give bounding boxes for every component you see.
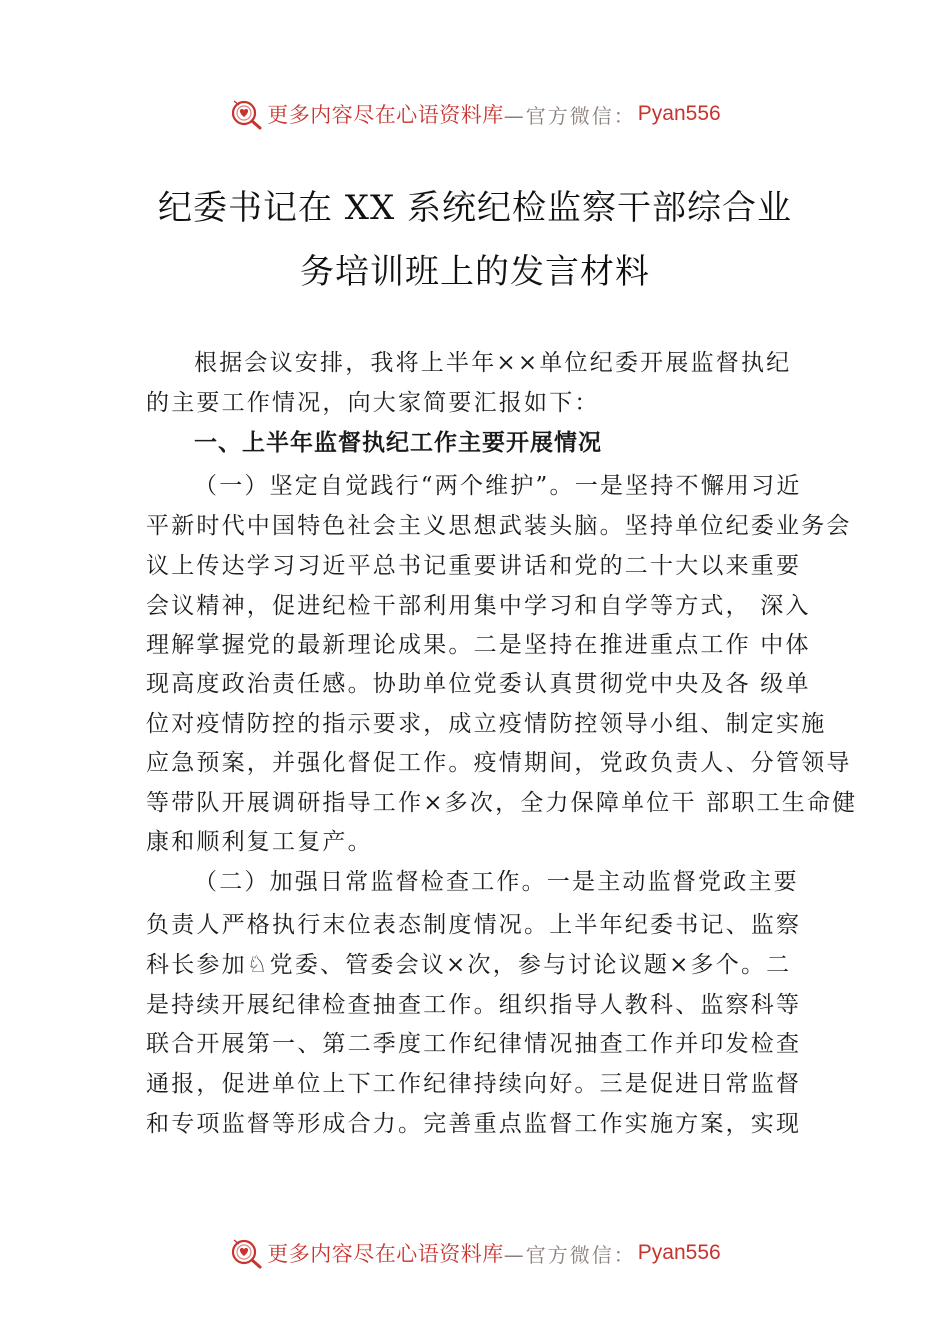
- paragraph-line: 和专项监督等形成合力。完善重点监督工作实施方案，实现: [146, 1111, 802, 1137]
- paragraph-line: 是持续开展纪律检查抽查工作。组织指导人教科、监察科等: [146, 992, 802, 1018]
- document-title-line-2: 务培训班上的发言材料: [300, 252, 650, 292]
- magnifier-heart-logo: [229, 1236, 263, 1270]
- paragraph-line: 议上传达学习习近平总书记重要讲话和党的二十大以来重要: [146, 553, 802, 579]
- paragraph-line: 理解掌握党的最新理论成果。二是坚持在推进重点工作 中体: [146, 632, 811, 658]
- banner-title: 更多内容尽在心语资料库: [267, 1242, 504, 1266]
- paragraph-line: 根据会议安排，我将上半年××单位纪委开展监督执纪: [194, 350, 792, 376]
- banner-wechat-label: —官方微信：: [503, 103, 636, 128]
- paragraph-line: 平新时代中国特色社会主义思想武装头脑。坚持单位纪委业务会: [146, 513, 852, 539]
- paragraph-line: 位对疫情防控的指示要求，成立疫情防控领导小组、制定实施: [146, 711, 827, 737]
- paragraph-line: （二）加强日常监督检查工作。一是主动监督党政主要: [194, 869, 799, 895]
- paragraph-line: 会议精神，促进纪检干部利用集中学习和自学等方式， 深入: [146, 593, 811, 619]
- section-heading: 一、上半年监督执纪工作主要开展情况: [194, 430, 602, 456]
- banner-wechat-handle: Pyan556: [637, 102, 721, 125]
- paragraph-line: 通报，促进单位上下工作纪律持续向好。三是促进日常监督: [146, 1071, 802, 1097]
- paragraph-line: 负责人严格执行末位表态制度情况。上半年纪委书记、监察: [146, 912, 802, 938]
- footer-banner: [0, 1231, 950, 1275]
- banner-title: 更多内容尽在心语资料库: [267, 103, 504, 127]
- paragraph-line: （一）坚定自觉践行“两个维护”。一是坚持不懈用习近: [194, 473, 802, 499]
- paragraph-line: 应急预案，并强化督促工作。疫情期间，党政负责人、分管领导: [146, 750, 852, 776]
- banner-wechat-handle: Pyan556: [637, 1241, 721, 1264]
- document-title-line-1: 纪委书记在 XX 系统纪检监察干部综合业: [157, 188, 793, 228]
- paragraph-line: 科长参加♘党委、管委会议×次，参与讨论议题×多个。二: [146, 952, 792, 978]
- paragraph-line: 康和顺利复工复产。: [146, 829, 373, 855]
- header-banner: [0, 92, 950, 136]
- paragraph-line: 的主要工作情况，向大家简要汇报如下：: [146, 390, 600, 416]
- banner-wechat-label: —官方微信：: [503, 1242, 636, 1267]
- paragraph-line: 等带队开展调研指导工作×多次，全力保障单位干 部职工生命健: [146, 790, 858, 816]
- magnifier-heart-logo: [229, 97, 263, 131]
- paragraph-line: 联合开展第一、第二季度工作纪律情况抽查工作并印发检查: [146, 1031, 802, 1057]
- paragraph-line: 现高度政治责任感。协助单位党委认真贯彻党中央及各 级单: [146, 671, 811, 697]
